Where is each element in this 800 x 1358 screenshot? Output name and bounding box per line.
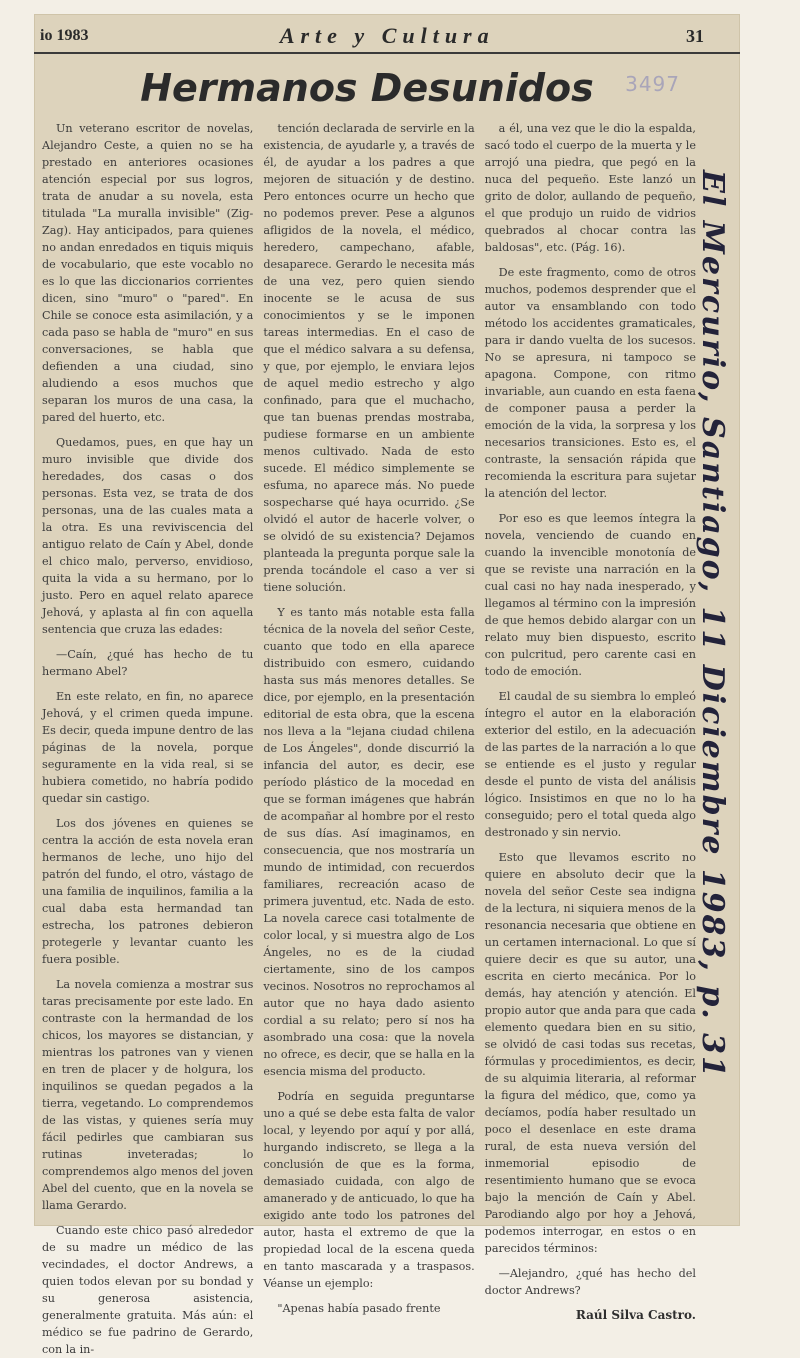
paragraph: La novela comienza a mostrar sus taras precisamente por este lado. En contraste con la hermandad de los chicos, los mayores se distancian, y mientras los patrones van y vienen en tren de placer y de holgura, los inquilinos se quedan pegados a la tierra, vegetando. Lo comprendemos de las vistas, y quienes sería muy fácil pedirles que cambiaran sus rutinas inveteradas; lo comprendemos algo menos del joven Abel del cuento, que en la novela se llama Gerardo. xyxy=(42,978,254,1212)
article-title: Hermanos Desunidos xyxy=(140,66,594,110)
paragraph: —Caín, ¿qué has hecho de tu hermano Abel? xyxy=(42,648,254,678)
author-byline: Raúl Silva Castro. xyxy=(575,1308,696,1322)
paragraph: El caudal de su siembra lo empleó íntegro el autor en la elaboración exterior del estilo, en la adecuación de las partes de la narración a lo que se entiende es el justo y regular desde el punto de vista del análisis lógico. Insistimos en que no lo ha conseguido; pero el total queda algo destronado y sin nervio. xyxy=(484,690,696,839)
paragraph: a él, una vez que le dio la espalda, sacó todo el cuerpo de la muerta y le arrojó una piedra, que pegó en la nuca del pequeño. Este lanzó un grito de dolor, aullando de pequeño, el que produjo un ruido de vidrios quebrados al chocar contra las baldosas", etc. (Pág. 16). xyxy=(484,122,696,254)
paragraph: Quedamos, pues, en que hay un muro invisible que divide dos heredades, dos casas o dos personas. Esta vez, se trata de dos personas, una de las cuales mata a la otra. Es una reviviscencia del antiguo relato de Caín y Abel, donde el chico malo, perverso, envidioso, quita la vida a su hermano, por lo justo. Pero en aquel relato aparece Jehová, y aplasta al fin con aquella sentencia que cruza las edades: xyxy=(42,436,254,636)
masthead-page-number: 31 xyxy=(685,25,704,46)
newspaper-clipping xyxy=(34,14,740,1356)
article-body xyxy=(42,120,696,1356)
column-1 xyxy=(42,120,254,1356)
paragraph: Y es tanto más notable esta falla técnica de la novela del señor Ceste, cuanto que todo en ella aparece distribuido con esmero, cuidando hasta sus más menores detalles. Se dice, por ejemplo, en la presentación editorial de esta obra, que la escena nos lleva a la "lejana ciudad chilena de Los Ángeles", donde discurrió la infancia del autor, es decir, ese período plástico de la mocedad en que se forman imágenes que habrán de acompañar al hombre por el resto de sus días. Así imaginamos, en consecuencia, que nos mostraría un mundo de intimidad, con recuerdos familiares, recreación acaso de primera juventud, etc. Nada de esto. La novela carece casi totalmente de color local, y si muestra algo de Los Ángeles, no es de la ciudad ciertamente, sino de los campos vecinos. Nosotros no reprochamos al autor que no haya dado asiento cordial a su relato; pero sí nos ha asombrado una cosa: que la novela no ofrece, es decir, que se halla en la esencia misma del producto. xyxy=(263,606,475,1078)
masthead xyxy=(34,20,740,54)
paragraph: Cuando este chico pasó alrededor de su madre un médico de las vecindades, el doctor Andrews, a quien todos elevan por su bondad y su generosa asistencia, generalmente gratuita. Más aún: el médico se fue padrino de Gerardo, con la in- xyxy=(42,1224,254,1356)
paragraph: Por eso es que leemos íntegra la novela, venciendo de cuando en cuando la invencible monotonía de que se reviste una narración en la cual casi no hay nada inesperado, y llegamos al término con la impresión de que hemos debido alargar con un relato muy bien dispuesto, escrito con pulcritud, pero carente casi en todo de emoción. xyxy=(484,512,696,678)
handwritten-note-text: El Mercurio, Santiago, 11 Diciembre 1983, p. 31 xyxy=(694,169,730,1079)
handwritten-source-note xyxy=(690,84,734,1164)
column-3 xyxy=(484,120,696,1322)
paragraph: De este fragmento, como de otros muchos, podemos desprender que el autor va ensamblando con todo método los accidentes gramaticales, para ir dando vuelta de los sucesos. No se apresura, ni tampoco se apagona. Compone, con ritmo invariable, aun cuando en esta faena de componer pausa a perder la emoción de la vida, la sorpresa y los necesarios transiciones. Esto es, el contraste, la sensación rápida que recomienda la escritura para sujetar la atención del lector. xyxy=(484,266,696,500)
paragraph: tención declarada de servirle en la existencia, de ayudarle y, a través de él, de ayudar a los padres a que mejoren de situación y de destino. Pero entonces ocurre un hecho que no podemos prever. Pese a algunos afligidos de la novela, el médico, heredero, campechano, afable, desaparece. Gerardo le necesita más de una vez, pero quien siendo inocente se le acusa de sus conocimientos y se le imponen tareas intermedias. En el caso de que el médico salvara a su defensa, y que, por ejemplo, le enviara lejos de aquel medio estrecho y algo confinado, para que el muchacho, que tan buenas prendas mostraba, pudiese formarse en un ambiente menos cultivado. Nada de esto sucede. El médico simplemente se esfuma, no aparece más. No puede sospecharse qué haya ocurrido. ¿Se olvidó el autor de hacerle volver, o se olvidó de su existencia? Dejamos planteada la pregunta porque sale la prenda tocándole el caso a ver si tiene solución. xyxy=(263,122,475,594)
paragraph: En este relato, en fin, no aparece Jehová, y el crimen queda impune. Es decir, queda impune dentro de las páginas de la novela, porque seguramente en la vida real, si se hubiera cometido, no habría podido quedar sin castigo. xyxy=(42,690,254,805)
paragraph: Un veterano escritor de novelas, Alejandro Ceste, a quien no se ha prestado en anteriores ocasiones atención especial por sus logros, trata de anudar a su novela, esta titulada "La muralla invisible" (Zig-Zag). Hay anticipados, para quienes no andan enredados en tiquis miquis de vocabulario, que este vocablo no es lo que las diccionarios corrientes dicen, sino "muro" o "pared". En Chile se conoce esta asimilación, y a cada paso se habla de "muro" en sus conversaciones, se habla que defienden a una ciudad, sino aludiendo a esos muchos que separan los muros de una casa, la pared del huerto, etc. xyxy=(42,122,254,424)
column-2 xyxy=(263,120,475,1315)
paragraph: —Alejandro, ¿qué has hecho del doctor Andrews? xyxy=(484,1267,696,1297)
paragraph: "Apenas había pasado frente xyxy=(277,1302,441,1315)
masthead-date: io 1983 xyxy=(40,27,89,44)
paragraph: Podría en seguida preguntarse uno a qué se debe esta falta de valor local, y leyendo por aquí y por allá, hurgando indiscreto, se llega a la conclusión de que es la forma, demasiado cuidada, con algo de amanerado y de anticuado, lo que ha exigido ante todo los patrones del autor, hasta el extremo de que la propiedad local de la escena queda en tanto mascarada y a traspasos. Véanse un ejemplo: xyxy=(263,1090,475,1290)
paragraph: Los dos jóvenes en quienes se centra la acción de esta novela eran hermanos de leche, uno hijo del patrón del fundo, el otro, vástago de una familia de inquilinos, familia a la cual daba esta hermandad tan estrecha, los patrones debieron protegerle y levantar cuanto les fuera posible. xyxy=(42,817,254,966)
paragraph: Esto que llevamos escrito no quiere en absoluto decir que la novela del señor Ceste sea indigna de la lectura, ni siquiera menos de la resonancia necesaria que obtiene en un certamen internacional. Lo que sí quiere decir es que su autor, una escrita en cierto mecánica. Por lo demás, hay atención y atención. El propio autor que anda para que cada elemento quedara bien en su sitio, se olvidó de casi todas sus recetas, fórmulas y procedimientos, es decir, de su alquimia literaria, al reformar la figura del médico, que, como ya decíamos, podía haber resultado un poco el desenlace en este drama rural, de esta nueva versión del inmemorial episodio de resentimiento humano que se evoca bajo la mención de Caín y Abel. Parodiando algo por hoy a Jehová, podemos interrogar, en estos o en parecidos términos: xyxy=(484,851,696,1255)
pencil-archive-mark: 3497 xyxy=(625,72,680,96)
masthead-section: Arte y Cultura xyxy=(279,23,495,48)
